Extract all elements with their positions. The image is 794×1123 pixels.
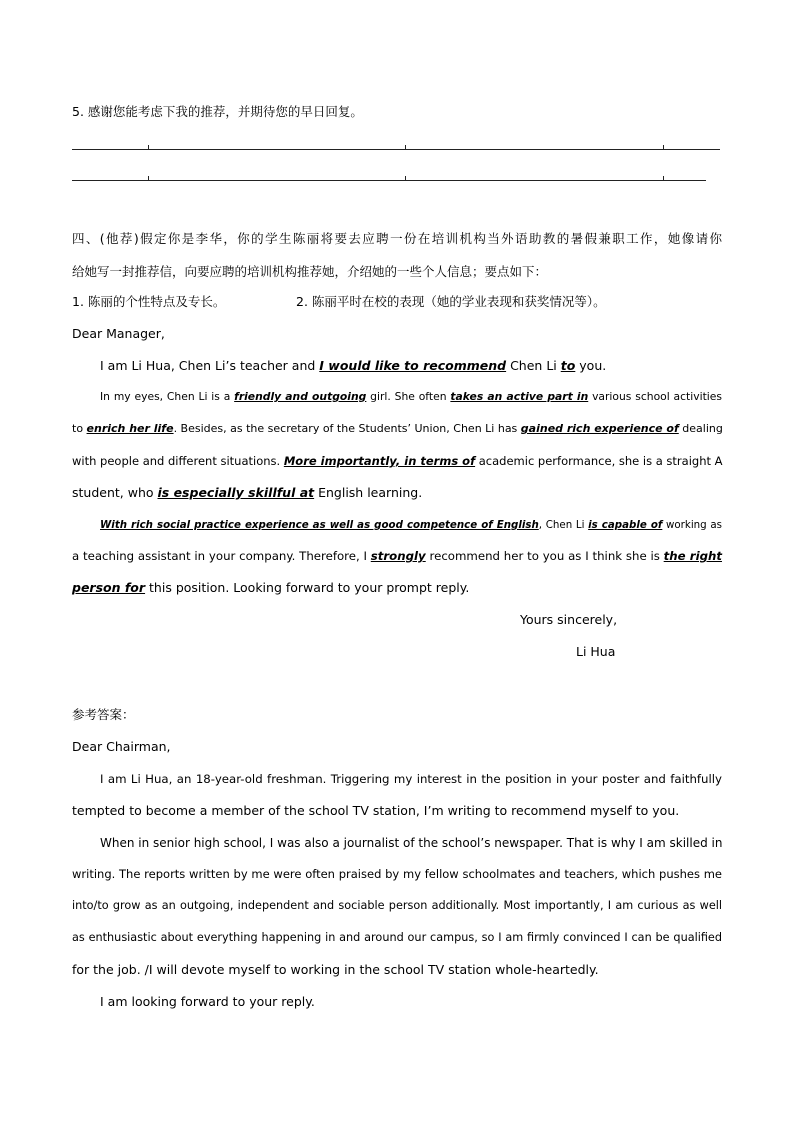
letter-text: recommend her to you as I think she is: [425, 549, 664, 563]
letter-text: I am Li Hua, Chen Li’s teacher and: [100, 358, 320, 373]
letter-salutation: Dear Manager,: [72, 326, 165, 341]
letter-paragraph-1: [100, 358, 722, 374]
letter-text: this position. Looking forward to your prompt reply.: [145, 580, 470, 595]
answer-line-tick: [663, 145, 664, 150]
letter-text: working as: [662, 519, 722, 531]
answer-line-tick: [663, 176, 664, 181]
key-phrase: takes an active part in: [450, 390, 589, 403]
letter-paragraph-3-line-2: [72, 548, 722, 564]
answer-line-1: [72, 149, 720, 150]
answer-line-tick: [405, 176, 406, 181]
key-phrase: More importantly, in terms of: [283, 454, 476, 468]
letter-paragraph-3-line-3: [72, 580, 722, 596]
letter-text: various school activities: [588, 390, 723, 403]
key-phrase: is especially skillful at: [157, 485, 315, 500]
key-phrase: is capable of: [588, 519, 663, 531]
key-phrase: strongly: [370, 549, 426, 563]
letter-paragraph-2-line-2: [72, 421, 722, 437]
letter-text: academic performance, she is a straight A: [475, 454, 723, 468]
answer-line-2: [72, 180, 706, 181]
answer-line-tick: [405, 145, 406, 150]
letter-text: English learning.: [314, 485, 423, 500]
letter-paragraph-2-line-4: [72, 485, 722, 501]
letter-text: dealing: [678, 422, 723, 435]
reference-line: into/to grow as an outgoing, independent and sociable person additionally. Most importantly, I am curious as well: [72, 899, 722, 912]
letter-text: a teaching assistant in your company. Therefore, I: [72, 549, 371, 563]
letter-text: to: [72, 422, 87, 435]
task-instruction-line-1: 四、(他荐)假定你是李华，你的学生陈丽将要去应聘一份在培训机构当外语助教的暑假兼职工作，她像请你: [72, 231, 722, 246]
task-point-2: 2. 陈丽平时在校的表现（她的学业表现和获奖情况等）。: [296, 294, 606, 309]
item-5-text: 5. 感谢您能考虑下我的推荐，并期待您的早日回复。: [72, 104, 363, 119]
reference-line: When in senior high school, I was also a journalist of the school’s newspaper. That is why I am skilled in: [100, 836, 723, 850]
key-phrase: With rich social practice experience as well as good competence of English: [100, 519, 539, 531]
letter-paragraph-3-line-1: [100, 517, 722, 533]
reference-line: as enthusiastic about everything happening in and around our campus, so I am firmly convinced I can be qualified: [72, 931, 722, 944]
letter-text: student, who: [72, 485, 158, 500]
letter-closing: Yours sincerely,: [520, 612, 618, 627]
reference-answer-heading: 参考答案：: [72, 707, 135, 722]
task-point-1: 1. 陈丽的个性特点及专长。: [72, 294, 226, 309]
task-points: [72, 294, 722, 310]
letter-paragraph-2-line-3: [72, 453, 722, 469]
letter-text: , Chen Li: [538, 519, 589, 531]
reference-line: tempted to become a member of the school TV station, I’m writing to recommend myself to you.: [72, 803, 680, 818]
reference-line: I am looking forward to your reply.: [100, 994, 315, 1009]
reference-salutation: Dear Chairman,: [72, 739, 171, 754]
letter-text: In my eyes, Chen Li is a: [100, 390, 235, 403]
answer-line-tick: [148, 145, 149, 150]
reference-line: for the job. /I will devote myself to working in the school TV station whole-heartedly.: [72, 962, 599, 977]
letter-text: girl. She often: [366, 390, 451, 403]
letter-text: Chen Li: [506, 358, 561, 373]
key-phrase: enrich her life: [86, 422, 174, 435]
letter-text: . Besides, as the secretary of the Students’ Union, Chen Li has: [173, 422, 521, 435]
letter-paragraph-2-line-1: [100, 389, 722, 405]
key-phrase: friendly and outgoing: [234, 390, 367, 403]
key-phrase: I would like to recommend: [319, 358, 507, 373]
reference-line: writing. The reports written by me were often praised by my fellow schoolmates and teachers, which pushes me: [72, 867, 722, 881]
letter-text: you.: [575, 358, 607, 373]
key-phrase: the right: [663, 549, 722, 563]
task-instruction-line-2: 给她写一封推荐信，向要应聘的培训机构推荐她，介绍她的一些个人信息；要点如下：: [72, 264, 548, 279]
letter-signature: Li Hua: [576, 644, 616, 659]
key-phrase: to: [560, 358, 576, 373]
key-phrase: gained rich experience of: [520, 422, 679, 435]
letter-text: with people and different situations.: [72, 454, 284, 468]
answer-line-tick: [148, 176, 149, 181]
reference-line: I am Li Hua, an 18-year-old freshman. Triggering my interest in the position in your poster and faithfully: [100, 772, 722, 786]
key-phrase: person for: [72, 580, 146, 595]
